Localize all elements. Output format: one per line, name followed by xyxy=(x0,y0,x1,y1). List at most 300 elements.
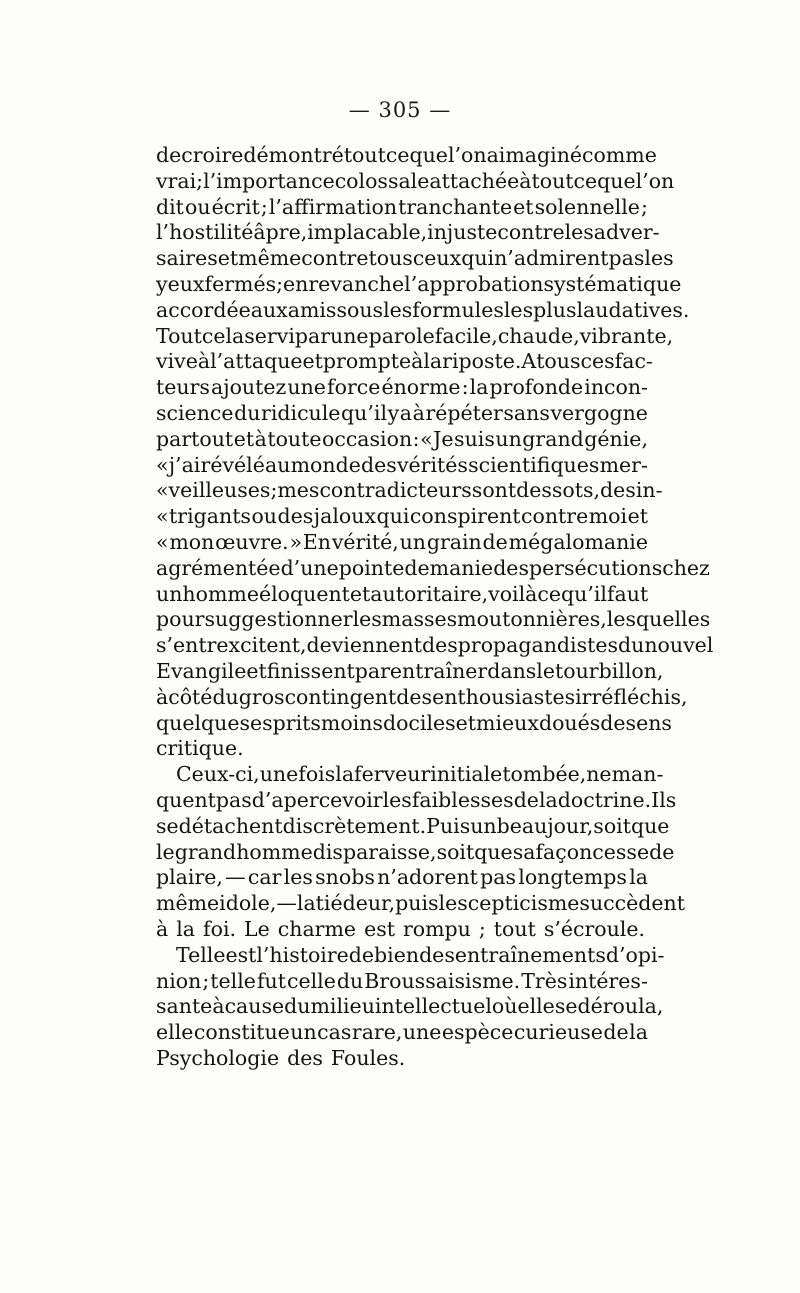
word: mer- xyxy=(599,452,648,477)
word: grain xyxy=(426,529,482,554)
word: en xyxy=(283,271,309,296)
word: un xyxy=(495,426,522,451)
word: s’entrexcitent, xyxy=(156,633,307,658)
word: à xyxy=(156,684,169,709)
word: contre xyxy=(497,220,565,245)
word: les xyxy=(352,607,382,632)
word: comme xyxy=(582,143,657,167)
word: y xyxy=(387,400,400,425)
word: sont xyxy=(471,478,517,503)
word: de xyxy=(404,555,430,580)
word: accordée xyxy=(156,297,251,322)
word: d’apercevoir xyxy=(251,787,383,812)
word: initiale xyxy=(430,762,503,787)
word: tranchante xyxy=(398,194,513,219)
word: Puis xyxy=(426,813,471,838)
word: chez xyxy=(662,555,710,580)
word: masses xyxy=(381,607,458,632)
word: énorme xyxy=(381,375,461,400)
word: A xyxy=(521,349,537,374)
word: et xyxy=(246,658,267,683)
word: à xyxy=(254,426,267,451)
word: saires xyxy=(156,246,218,271)
text-line xyxy=(156,607,711,633)
text-line xyxy=(156,401,648,427)
text-line xyxy=(156,917,648,943)
word: — xyxy=(276,891,297,916)
page-number: — 305 — xyxy=(348,98,452,122)
word: ; xyxy=(276,271,284,296)
word: foi. xyxy=(203,916,237,941)
text-line xyxy=(156,813,670,840)
word: du xyxy=(618,633,645,658)
word: injuste xyxy=(427,220,498,245)
word: la xyxy=(335,762,355,787)
word: occasion xyxy=(322,426,413,451)
word: ne xyxy=(586,762,612,787)
word: les xyxy=(644,246,674,271)
word: cela xyxy=(201,323,245,348)
word: vérité, xyxy=(331,529,399,554)
word: ; xyxy=(260,194,268,219)
word: les xyxy=(564,220,594,245)
word: Ils xyxy=(651,787,677,812)
word: grand xyxy=(522,426,584,451)
word: rare, xyxy=(351,1020,403,1045)
word: vive xyxy=(156,349,198,374)
word: puis xyxy=(395,891,439,916)
word: des xyxy=(493,555,529,580)
word: et xyxy=(627,504,648,529)
word: des xyxy=(396,684,433,709)
word: manie xyxy=(429,555,494,580)
word: ; xyxy=(641,194,648,219)
word: ferveur xyxy=(354,762,431,787)
word: façon xyxy=(535,839,593,864)
word: vibrante, xyxy=(579,323,674,348)
word: contradicteurs xyxy=(319,478,472,503)
word: contingent xyxy=(284,684,397,709)
text-line xyxy=(156,375,648,401)
word: lesquelles xyxy=(606,607,711,632)
word: milieu xyxy=(310,994,375,1019)
word: écrit xyxy=(211,194,260,219)
word: persécutions xyxy=(528,555,663,580)
word: éloquent xyxy=(258,581,350,606)
word: les xyxy=(383,297,413,322)
word: tout xyxy=(531,168,574,193)
word: parole xyxy=(368,323,435,348)
word: elle xyxy=(156,1020,194,1045)
word: mon xyxy=(169,529,215,554)
word: sa xyxy=(512,839,536,864)
word: scepticisme xyxy=(457,891,580,916)
word: se xyxy=(554,994,578,1019)
word: que xyxy=(474,839,513,864)
word: enthousiastes xyxy=(432,684,576,709)
word: l’importance xyxy=(203,168,335,193)
word: homme xyxy=(182,581,259,606)
word: l’hostilité xyxy=(156,220,254,245)
word: aux xyxy=(250,297,288,322)
word: j’ai xyxy=(168,452,201,477)
word: conspirent xyxy=(409,504,521,529)
word: science xyxy=(156,400,234,425)
word: tombée, xyxy=(502,762,587,787)
word: propagandistes xyxy=(457,633,619,658)
word: « xyxy=(156,504,169,529)
word: l’attaque xyxy=(210,349,303,374)
word: constitue xyxy=(193,1020,290,1045)
word: incon- xyxy=(584,375,648,400)
word: de xyxy=(649,839,675,864)
word: d’opi- xyxy=(605,942,665,967)
word: vérités xyxy=(396,452,468,477)
word: à xyxy=(197,349,211,374)
word: croire xyxy=(181,143,244,167)
word: ridicule xyxy=(261,400,341,425)
word: a xyxy=(399,400,413,425)
word: « xyxy=(156,452,169,477)
text-line xyxy=(156,478,663,504)
word: car xyxy=(247,865,282,890)
word: que xyxy=(409,143,448,167)
word: de xyxy=(348,942,375,967)
word: ; xyxy=(478,916,486,941)
word: tout xyxy=(493,916,536,941)
word: vrai xyxy=(156,168,197,193)
word: ces xyxy=(580,349,615,374)
word: amis xyxy=(287,297,337,322)
word: sans xyxy=(503,400,550,425)
word: doués xyxy=(538,710,601,735)
word: la xyxy=(538,787,558,812)
word: de xyxy=(513,787,539,812)
word: fut xyxy=(256,968,286,993)
word: solennelle xyxy=(534,194,640,219)
text-line xyxy=(156,143,657,169)
word: œuvre. xyxy=(215,529,289,554)
word: autoritaire, xyxy=(370,581,489,606)
word: dociles xyxy=(382,710,456,735)
text-line xyxy=(156,582,648,608)
word: facile, xyxy=(434,323,498,348)
word: plus xyxy=(533,297,577,322)
word: ajoutez xyxy=(211,375,287,400)
word: du xyxy=(336,968,364,993)
text-line xyxy=(156,323,674,350)
word: homme xyxy=(236,839,313,864)
word: mes xyxy=(277,478,320,503)
word: teurs xyxy=(156,375,210,400)
text-line xyxy=(156,942,665,969)
word: et xyxy=(513,194,534,219)
word: elle xyxy=(517,994,555,1019)
word: à xyxy=(411,349,424,374)
word: est xyxy=(364,916,395,941)
text-line xyxy=(156,271,682,298)
word: mégalomanie xyxy=(508,529,648,554)
word: Broussaisisme. xyxy=(364,968,521,993)
word: grand xyxy=(174,839,237,864)
word: curieuse xyxy=(513,1020,603,1045)
text-line xyxy=(156,504,648,530)
text-line xyxy=(156,710,672,737)
word: formules xyxy=(412,297,504,322)
word: attachée xyxy=(429,168,520,193)
word: répéter xyxy=(425,400,503,425)
word: et xyxy=(233,426,255,451)
word: profonde xyxy=(489,375,584,400)
word: ce xyxy=(573,168,598,193)
word: ce xyxy=(385,143,410,167)
word: Tout xyxy=(156,323,202,348)
word: ou xyxy=(184,194,211,219)
word: laudatives. xyxy=(576,297,690,322)
word: à xyxy=(156,916,169,941)
word: un xyxy=(470,813,497,838)
word: par xyxy=(354,658,390,683)
word: même xyxy=(238,246,302,271)
word: révélé xyxy=(200,452,265,477)
word: doctrine. xyxy=(557,787,652,812)
word: Telle xyxy=(176,942,226,967)
text-line xyxy=(156,1020,648,1046)
word: contre xyxy=(521,504,589,529)
text-line xyxy=(156,427,648,453)
word: génie, xyxy=(584,426,648,451)
word: par xyxy=(294,323,331,348)
word: à xyxy=(212,994,225,1019)
word: un xyxy=(156,581,183,606)
word: En xyxy=(302,529,332,554)
word: l’on xyxy=(635,168,675,193)
word: ; xyxy=(202,968,210,993)
word: et xyxy=(302,349,323,374)
word: tous xyxy=(536,349,581,374)
word: faut xyxy=(606,581,649,606)
word: nion xyxy=(156,968,202,993)
word: adver- xyxy=(593,220,660,245)
word: : xyxy=(412,426,420,451)
word: charme xyxy=(277,916,357,941)
text-line xyxy=(156,865,648,891)
word: démontré xyxy=(243,143,344,167)
word: pour xyxy=(156,607,205,632)
word: voilà xyxy=(488,581,538,606)
word: Je xyxy=(433,426,454,451)
word: sots, xyxy=(551,478,601,503)
word: jaloux xyxy=(313,504,377,529)
word: beau xyxy=(496,813,548,838)
word: suggestionner xyxy=(204,607,353,632)
word: Le xyxy=(244,916,270,941)
word: l’affirmation xyxy=(268,194,398,219)
word: jour, xyxy=(547,813,594,838)
word: s’écroule. xyxy=(543,916,646,941)
word: bien xyxy=(374,942,420,967)
word: idole, xyxy=(219,891,277,916)
word: dans xyxy=(487,658,537,683)
word: rompu xyxy=(402,916,471,941)
word: quelques xyxy=(156,710,250,735)
word: les xyxy=(283,865,313,890)
text-line xyxy=(156,633,714,659)
word: yeux xyxy=(156,271,205,296)
word: plaire, xyxy=(156,865,223,890)
word: ; xyxy=(270,478,278,503)
word: les xyxy=(382,787,412,812)
word: cas xyxy=(317,1020,352,1045)
word: prompte xyxy=(322,349,412,374)
word: même xyxy=(156,891,220,916)
word: de xyxy=(600,710,626,735)
word: in- xyxy=(635,478,663,503)
word: intellectuel xyxy=(374,994,492,1019)
word: une xyxy=(330,323,369,348)
word: scientifiques xyxy=(468,452,600,477)
word: l’approbation xyxy=(404,271,544,296)
word: » xyxy=(289,529,303,554)
word: une xyxy=(259,762,299,787)
word: des xyxy=(277,504,314,529)
word: est xyxy=(225,942,257,967)
word: ceux xyxy=(412,246,462,271)
word: a xyxy=(486,143,499,167)
word: colossale xyxy=(334,168,430,193)
word: n’adorent xyxy=(377,865,478,890)
word: de xyxy=(156,143,182,167)
word: tiédeur, xyxy=(315,891,396,916)
word: : xyxy=(461,375,469,400)
word: gros xyxy=(238,684,285,709)
word: la xyxy=(629,1020,648,1045)
word: de xyxy=(603,1020,629,1045)
word: fermés xyxy=(204,271,277,296)
word: systématique xyxy=(543,271,682,296)
text-line xyxy=(156,530,648,556)
word: tous xyxy=(368,246,413,271)
word: Très xyxy=(521,968,568,993)
word: moi xyxy=(588,504,628,529)
word: la xyxy=(176,916,196,941)
word: le xyxy=(536,658,555,683)
word: finissent xyxy=(266,658,355,683)
word: deviennent xyxy=(306,633,422,658)
word: pas xyxy=(480,865,517,890)
word: de xyxy=(482,529,508,554)
word: d’une xyxy=(280,555,339,580)
word: des xyxy=(516,478,552,503)
word: et xyxy=(217,246,239,271)
word: où xyxy=(491,994,518,1019)
word: esprits xyxy=(250,710,321,735)
word: Evangile xyxy=(156,658,247,683)
word: que xyxy=(597,168,636,193)
word: riposte. xyxy=(442,349,522,374)
text-line xyxy=(156,297,690,324)
word: âpre, xyxy=(253,220,308,245)
word: des xyxy=(361,452,397,477)
word: implacable, xyxy=(307,220,428,245)
word: et xyxy=(455,710,477,735)
word: une xyxy=(402,1020,442,1045)
word: cause xyxy=(224,994,285,1019)
word: chaude, xyxy=(497,323,580,348)
word: mieux xyxy=(476,710,539,735)
word: faiblesses xyxy=(411,787,514,812)
text-line xyxy=(156,762,664,788)
word: ou xyxy=(251,504,277,529)
word: la xyxy=(296,891,316,916)
word: tout xyxy=(343,143,386,167)
word: ce xyxy=(537,581,561,606)
word: se xyxy=(156,813,179,838)
word: « xyxy=(156,478,169,503)
text-line xyxy=(156,891,685,917)
word: veilleuses xyxy=(168,478,271,503)
word: des xyxy=(600,478,636,503)
word: dit xyxy=(156,194,184,219)
word: la xyxy=(469,375,489,400)
word: des xyxy=(419,942,455,967)
word: ; xyxy=(196,168,204,193)
word: servi xyxy=(244,323,295,348)
word: n’admirent xyxy=(494,246,609,271)
text-line xyxy=(156,555,710,582)
word: monde xyxy=(290,452,361,477)
word: soit xyxy=(436,839,475,864)
word: l’histoire xyxy=(256,942,349,967)
word: qui xyxy=(461,246,495,271)
word: revanche xyxy=(308,271,405,296)
word: espèce xyxy=(441,1020,514,1045)
text-line xyxy=(156,658,664,685)
word: nouvel xyxy=(644,633,714,658)
text-line xyxy=(156,220,660,246)
word: fac- xyxy=(614,349,653,374)
text-line xyxy=(156,787,677,814)
word: critique. xyxy=(156,736,244,761)
word: la xyxy=(423,349,443,374)
word: discrètement. xyxy=(282,813,427,838)
word: du xyxy=(212,684,239,709)
word: « xyxy=(156,529,169,554)
word: Foules. xyxy=(330,1045,406,1070)
text-line xyxy=(156,736,648,762)
word: des xyxy=(421,633,458,658)
word: entraînements xyxy=(454,942,606,967)
word: l’on xyxy=(447,143,487,167)
word: déroula, xyxy=(577,994,664,1019)
word: — xyxy=(225,865,246,890)
word: une xyxy=(287,375,326,400)
word: un xyxy=(399,529,427,554)
word: le xyxy=(156,839,175,864)
text-line xyxy=(156,684,688,711)
word: agrémentée xyxy=(156,555,281,580)
word: du xyxy=(234,400,261,425)
word: détachent xyxy=(178,813,283,838)
word: un xyxy=(290,1020,317,1045)
word: contre xyxy=(301,246,369,271)
word: au xyxy=(265,452,291,477)
word: suis xyxy=(454,426,495,451)
text-line xyxy=(156,453,648,479)
word: entraîner xyxy=(389,658,488,683)
word: que xyxy=(630,813,670,838)
word: moutonnières, xyxy=(457,607,607,632)
